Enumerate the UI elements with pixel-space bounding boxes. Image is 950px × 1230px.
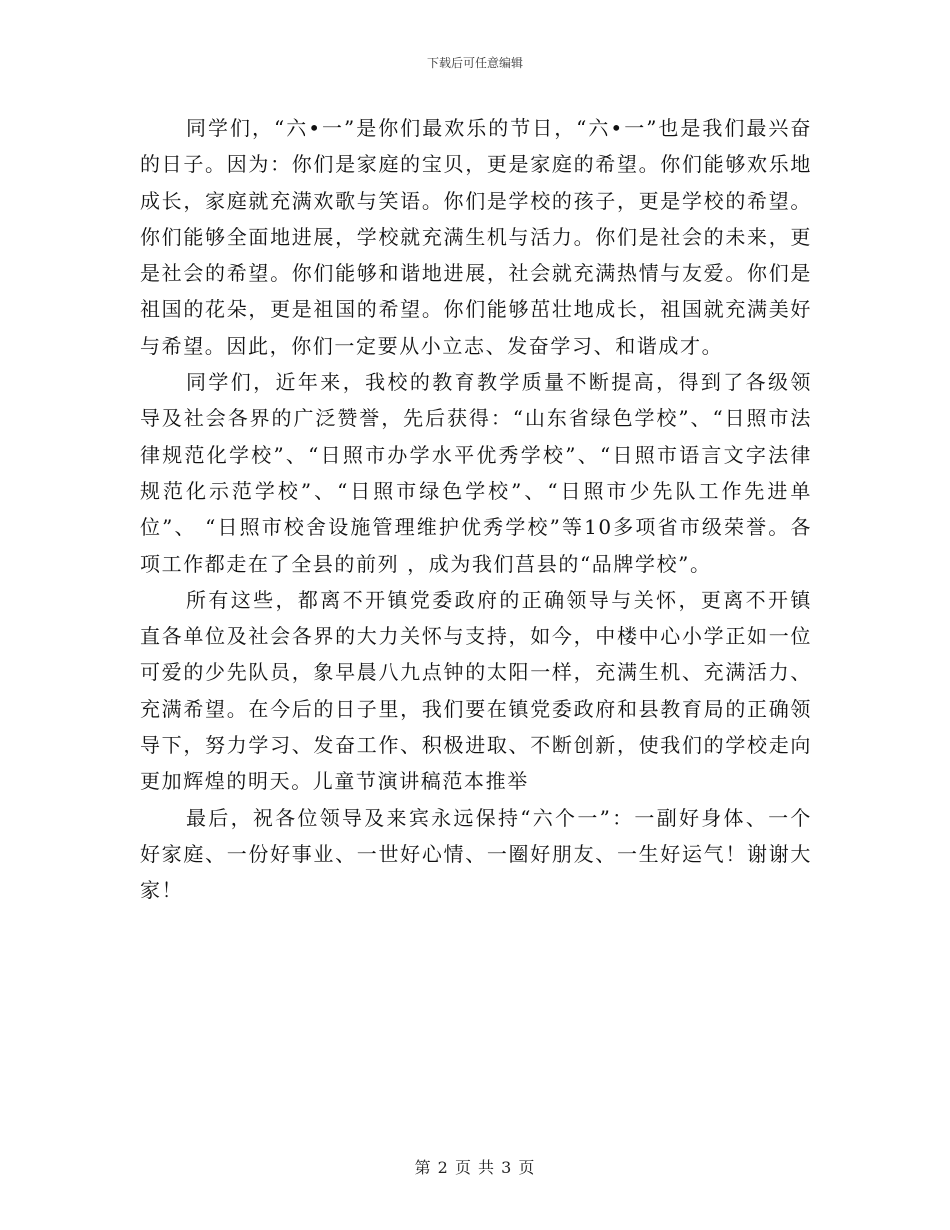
paragraph-3: 所有这些，都离不开镇党委政府的正确领导与关怀，更离不开镇直各单位及社会各界的大力关怀与支持，如今，中楼中心小学正如一位可爱的少先队员，象早晨八九点钟的太阳一样，充满生机、充满活力、充满希望。在今后的日子里，我们要在镇党委政府和县教育局的正确领导下，努力学习、发奋工作、积极进取、不断创新，使我们的学校走向更加辉煌的明天。儿童节演讲稿范本推举 <box>140 587 812 794</box>
paragraph-1: 同学们，“六•一”是你们最欢乐的节日，“六•一”也是我们最兴奋的日子。因为：你们是家庭的宝贝，更是家庭的希望。你们能够欢乐地成长，家庭就充满欢歌与笑语。你们是学校的孩子，更是学校的希望。你们能够全面地进展，学校就充满生机与活力。你们是社会的未来，更是社会的希望。你们能够和谐地进展，社会就充满热情与友爱。你们是祖国的花朵，更是祖国的希望。你们能够茁壮地成长，祖国就充满美好与希望。因此，你们一定要从小立志、发奋学习、和谐成才。 <box>140 116 812 358</box>
document-body <box>140 110 812 909</box>
page-number-footer: 第 2 页 共 3 页 <box>414 1158 536 1177</box>
page-header: 下载后可任意编辑 <box>426 56 523 70</box>
paragraph-4: 最后，祝各位领导及来宾永远保持“六个一”：一副好身体、一个好家庭、一份好事业、一世好心情、一圈好朋友、一生好运气！谢谢大家！ <box>140 805 812 903</box>
paragraph-2: 同学们，近年来，我校的教育教学质量不断提高，得到了各级领导及社会各界的广泛赞誉，先后获得：“山东省绿色学校”、“日照市法律规范化学校”、“日照市办学水平优秀学校”、“日照市语言文字法律规范化示范学校”、“日照市绿色学校”、“日照市少先队工作先进单位”、 “日照市校舍设施管理维护优秀学校”等10多项省市级荣誉。各项工作都走在了全县的前列 ，成为我们莒县的“品牌学校”。 <box>140 370 812 576</box>
